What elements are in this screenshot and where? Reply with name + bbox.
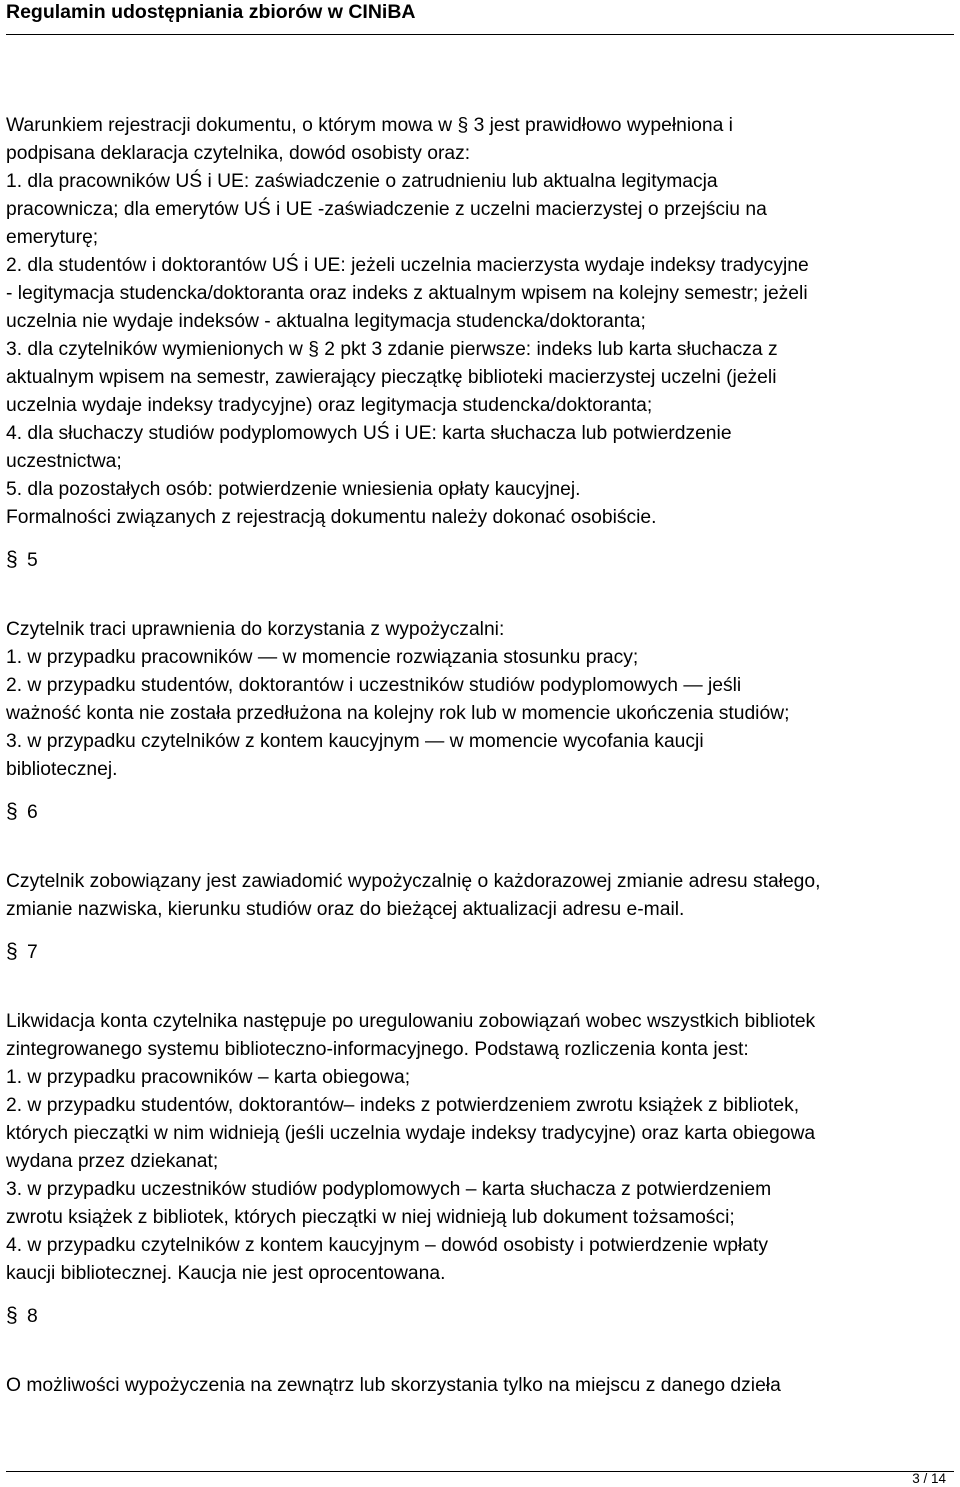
text-line: 1. dla pracowników UŚ i UE: zaświadczenie o zatrudnieniu lub aktualna legitymacja: [6, 171, 718, 192]
text-line: [6, 112, 956, 140]
page-header: [0, 0, 960, 36]
text-line: uczelnia nie wydaje indeksów - aktualna legitymacja studencka/doktoranta;: [6, 311, 646, 332]
section-symbol: §: [308, 339, 319, 360]
text-line: zmianie nazwiska, kierunku studiów oraz do bieżącej aktualizacji adresu e-mail.: [6, 899, 685, 920]
section-number: 5: [27, 550, 38, 571]
header-divider: [6, 34, 954, 35]
text-line: 5. dla pozostałych osób: potwierdzenie wniesienia opłaty kaucyjnej.: [6, 479, 581, 500]
text-line: 3. w przypadku czytelników z kontem kaucyjnym — w momencie wycofania kaucji: [6, 731, 704, 752]
text-line: Formalności związanych z rejestracją dokumentu należy dokonać osobiście.: [6, 507, 657, 528]
text-line: emeryturę;: [6, 227, 99, 248]
section-symbol: §: [457, 115, 469, 136]
text-line: zwrotu książek z bibliotek, których pieczątki w niej widnieją lub dokument tożsamości;: [6, 1207, 735, 1228]
section-symbol: §: [6, 940, 18, 963]
text-line: 2. w przypadku studentów, doktorantów i uczestników studiów podyplomowych — jeśli: [6, 675, 742, 696]
section-symbol: §: [6, 800, 18, 823]
text-line: ważność konta nie została przedłużona na kolejny rok lub w momencie ukończenia studiów;: [6, 703, 790, 724]
text-segment: 2 pkt 3 zdanie pierwsze: indeks lub karta słuchacza z: [324, 339, 778, 360]
section-heading: [6, 924, 956, 980]
section-heading: [6, 1288, 956, 1344]
spacer: [6, 1344, 956, 1372]
text-line: uczestnictwa;: [6, 451, 122, 472]
page-footer: [0, 1460, 960, 1487]
text-segment: 3 jest prawidłowo wypełniona i: [473, 115, 733, 136]
text-line: 2. dla studentów i doktorantów UŚ i UE: jeżeli uczelnia macierzysta wydaje indeksy tradycyjne: [6, 255, 809, 276]
text-line: 4. dla słuchaczy studiów podyplomowych UŚ i UE: karta słuchacza lub potwierdzenie: [6, 423, 732, 444]
text-segment: 3. dla czytelników wymienionych w: [6, 339, 303, 360]
section-symbol: §: [6, 1304, 18, 1327]
text-line: kaucji bibliotecznej. Kaucja nie jest oprocentowana.: [6, 1263, 446, 1284]
text-line: Czytelnik traci uprawnienia do korzystania z wypożyczalni:: [6, 619, 505, 640]
text-line: wydana przez dziekanat;: [6, 1151, 219, 1172]
spacer: [6, 840, 956, 868]
text-line: 3. w przypadku uczestników studiów podyplomowych – karta słuchacza z potwierdzeniem: [6, 1179, 772, 1200]
document-body: [6, 112, 956, 1400]
section-number: 7: [27, 942, 38, 963]
text-line: 4. w przypadku czytelników z kontem kaucyjnym – dowód osobisty i potwierdzenie wpłaty: [6, 1235, 768, 1256]
text-line: - legitymacja studencka/doktoranta oraz indeks z aktualnym wpisem na kolejny semestr; jeżeli: [6, 283, 808, 304]
text-line: [6, 336, 956, 364]
text-line: Likwidacja konta czytelnika następuje po uregulowaniu zobowiązań wobec wszystkich bibliotek: [6, 1011, 816, 1032]
text-line: 1. w przypadku pracowników — w momencie rozwiązania stosunku pracy;: [6, 647, 639, 668]
spacer: [6, 980, 956, 1008]
text-line: zintegrowanego systemu biblioteczno-informacyjnego. Podstawą rozliczenia konta jest:: [6, 1039, 749, 1060]
text-line: 1. w przypadku pracowników – karta obiegowa;: [6, 1067, 411, 1088]
spacer: [6, 588, 956, 616]
text-line: 2. w przypadku studentów, doktorantów– indeks z potwierdzeniem zwrotu książek z bibliotek,: [6, 1095, 800, 1116]
text-line: których pieczątki w nim widnieją (jeśli uczelnia wydaje indeksy tradycyjne) oraz karta obiegowa: [6, 1123, 816, 1144]
text-line: pracownicza; dla emerytów UŚ i UE -zaświadczenie z uczelni macierzystej o przejściu na: [6, 199, 767, 220]
page-number: 3 / 14: [912, 1471, 946, 1486]
text-line: bibliotecznej.: [6, 759, 118, 780]
footer-divider: [6, 1471, 954, 1472]
section-number: 8: [27, 1306, 38, 1327]
text-line: aktualnym wpisem na semestr, zawierający pieczątkę biblioteki macierzystej uczelni (jeżeli: [6, 367, 777, 388]
section-heading: [6, 532, 956, 588]
section-number: 6: [27, 802, 38, 823]
text-line: podpisana deklaracja czytelnika, dowód osobisty oraz:: [6, 143, 471, 164]
text-line: Czytelnik zobowiązany jest zawiadomić wypożyczalnię o każdorazowej zmianie adresu stałego,: [6, 871, 821, 892]
text-segment: Warunkiem rejestracji dokumentu, o którym mowa w: [6, 115, 453, 136]
section-heading: [6, 784, 956, 840]
text-line: uczelnia wydaje indeksy tradycyjne) oraz legitymacja studencka/doktoranta;: [6, 395, 653, 416]
section-symbol: §: [6, 548, 18, 571]
document-title: Regulamin udostępniania zbiorów w CINiBA: [6, 1, 416, 23]
text-line: O możliwości wypożyczenia na zewnątrz lub skorzystania tylko na miejscu z danego dzieła: [6, 1375, 781, 1396]
